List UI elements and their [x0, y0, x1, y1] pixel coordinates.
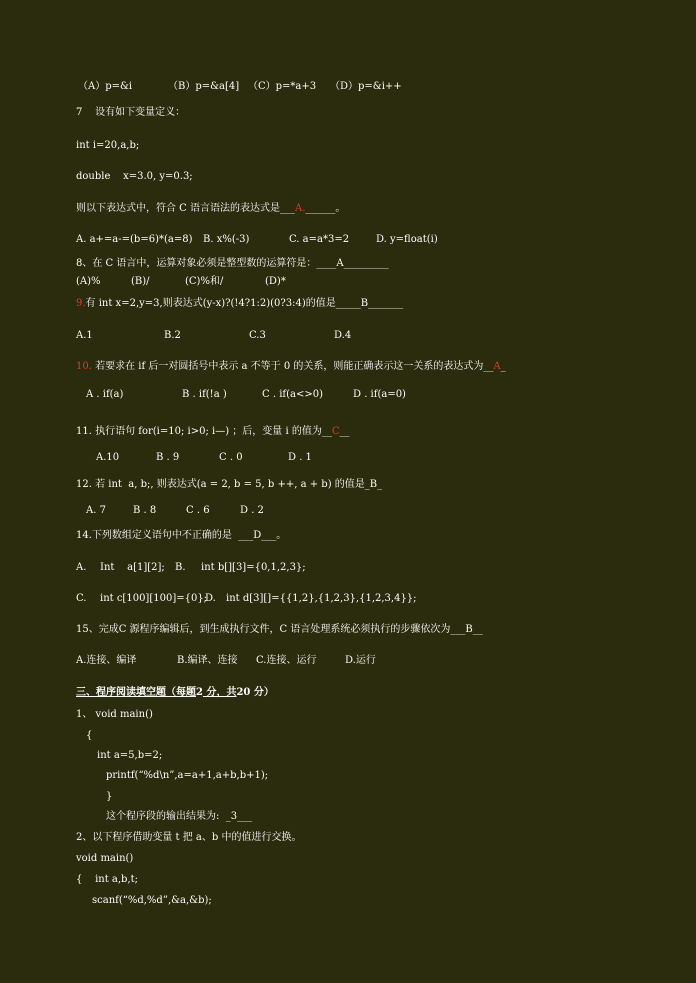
q8-stem: [76, 258, 389, 270]
q9-option-d: D.4: [334, 330, 352, 341]
q14-stem: 14.下列数组定义语句中不正确的是 ___D___。: [76, 530, 287, 541]
q15-option-c: C.连接、运行: [256, 655, 317, 666]
p1-line-6: [106, 811, 252, 823]
section-3-title-suffix: 分）: [250, 687, 274, 698]
q9-stem-text: 有 int x=2,y=3,则表达式(y-x)?(!4?1:2)(0?3:4)的值是_____B_______: [85, 298, 404, 309]
q6-option-a: （A）p=&i: [78, 81, 133, 92]
p2-line-1: 2、以下程序借助变量 t 把 a、b 中的值进行交换。: [76, 832, 302, 843]
q9-stem: [76, 298, 403, 310]
q9-option-c: C.3: [249, 330, 266, 341]
q9-option-a: A.1: [76, 330, 93, 341]
q8-option-d: (D)*: [265, 276, 286, 287]
q11-stem-prefix: 11. 执行语句 for(i=10; i>0; i—) ；后，变量 i 的值为__: [76, 426, 332, 437]
q8-stem-suffix: _________: [343, 258, 389, 269]
p1-line-4: printf(“%d\n”,a=a+1,a+b,b+1);: [106, 770, 269, 781]
p2-line-2: void main(): [76, 853, 134, 864]
q10-option-b: B . if(!a ): [182, 389, 227, 400]
q8-answer: A: [336, 258, 344, 269]
p1-output-prefix: 这个程序段的输出结果为: _: [106, 811, 231, 822]
q11-option-b: B . 9: [156, 452, 180, 463]
q10-number: 10.: [76, 361, 92, 372]
q14-option-a-label: A.: [76, 562, 87, 573]
q9-number: 9.: [76, 298, 86, 309]
q8-option-c: (C)%和/: [185, 276, 224, 287]
q7-option-d: D. y=float(i): [376, 234, 438, 245]
section-3-per-score: 2: [196, 687, 203, 698]
q7-code-double: double x=3.0, y=0.3;: [76, 171, 193, 182]
q7-stem-suffix: ______。: [305, 203, 346, 214]
q14-option-b: int b[][3]={0,1,2,3};: [201, 562, 306, 573]
q10-stem: [76, 361, 506, 373]
q10-option-d: D . if(a=0): [353, 389, 406, 400]
q7-title: 7 设有如下变量定义：: [76, 107, 186, 118]
q10-stem-text: 若要求在 if 后一对圆括号中表示 a 不等于 0 的关系，则能正确表示这一关系的表达式为__: [91, 361, 494, 372]
p1-output-suffix: ___: [237, 811, 253, 822]
q15-option-b: B.编译、连接: [177, 655, 238, 666]
p1-line-1: 1、 void main(): [76, 709, 153, 720]
p1-line-5: }: [106, 791, 113, 802]
q15-option-d: D.运行: [345, 655, 376, 666]
p1-line-3: int a=5,b=2;: [97, 750, 163, 761]
p2-line-3: { int a,b,t;: [76, 874, 139, 885]
q11-option-c: C . 0: [219, 452, 243, 463]
q12-option-c: C . 6: [186, 505, 210, 516]
q7-answer: A.: [295, 203, 306, 214]
q15-stem: 15、完成C 源程序编辑后，到生成执行文件，C 语言处理系统必须执行的步骤依次为___B__: [76, 624, 483, 635]
q7-option-b: B. x%(-3): [203, 234, 250, 245]
q11-stem: [76, 426, 350, 438]
q6-option-b: （B）p=&a[4]: [168, 81, 240, 92]
q14-option-d: int d[3][]={{1,2},{1,2,3},{1,2,3,4}};: [226, 593, 417, 604]
p2-line-4: scanf(“%d,%d”,&a,&b);: [92, 895, 212, 906]
q14-option-a: Int a[1][2];: [100, 562, 165, 573]
q10-stem-suffix: _: [500, 361, 506, 372]
q14-option-b-label: B.: [175, 562, 186, 573]
q8-option-b: (B)/: [131, 276, 150, 287]
p1-line-2: {: [86, 730, 93, 741]
q7-option-c: C. a=a*3=2: [289, 234, 350, 245]
q7-option-a: A. a+=a-=(b=6)*(a=8): [76, 234, 193, 245]
q15-option-a: A.连接、编译: [76, 655, 137, 666]
q8-option-a: (A)%: [76, 276, 101, 287]
q11-option-d: D . 1: [288, 452, 312, 463]
q10-option-a: A . if(a): [86, 389, 124, 400]
q7-stem-prefix: 则以下表达式中，符合 C 语言语法的表达式是___: [76, 203, 296, 214]
q11-answer: C: [331, 426, 340, 437]
q12-stem: 12. 若 int a, b;, 则表达式(a = 2, b = 5, b ++, a + b) 的值是_B_: [76, 479, 383, 490]
q12-option-b: B . 8: [133, 505, 157, 516]
q14-option-c: int c[100][100]={0};: [100, 593, 208, 604]
q11-option-a: A.10: [96, 452, 120, 463]
q9-option-b: B.2: [164, 330, 181, 341]
p1-answer: 3: [230, 811, 238, 822]
section-3-title: [76, 687, 274, 699]
q7-stem: [76, 203, 345, 215]
q8-stem-prefix: 8、在 C 语言中，运算对象必须是整型数的运算符是：____: [76, 258, 337, 269]
q7-code-int: int i=20,a,b;: [76, 140, 140, 151]
q11-stem-suffix: __: [339, 426, 350, 437]
q14-option-d-label: D.: [205, 593, 216, 604]
q10-option-c: C . if(a<>0): [262, 389, 323, 400]
section-3-total-score: 20: [236, 687, 251, 698]
q14-option-c-label: C.: [76, 593, 87, 604]
section-3-title-prefix: 三、程序阅读填空题（每题: [76, 687, 196, 698]
q12-option-a: A. 7: [86, 505, 106, 516]
q10-answer: A: [493, 361, 501, 372]
q12-option-d: D . 2: [240, 505, 264, 516]
q6-option-c: （C）p=*a+3: [248, 81, 317, 92]
section-3-title-mid: 分，共: [202, 687, 237, 698]
q6-option-d: （D）p=&i++: [330, 81, 402, 92]
